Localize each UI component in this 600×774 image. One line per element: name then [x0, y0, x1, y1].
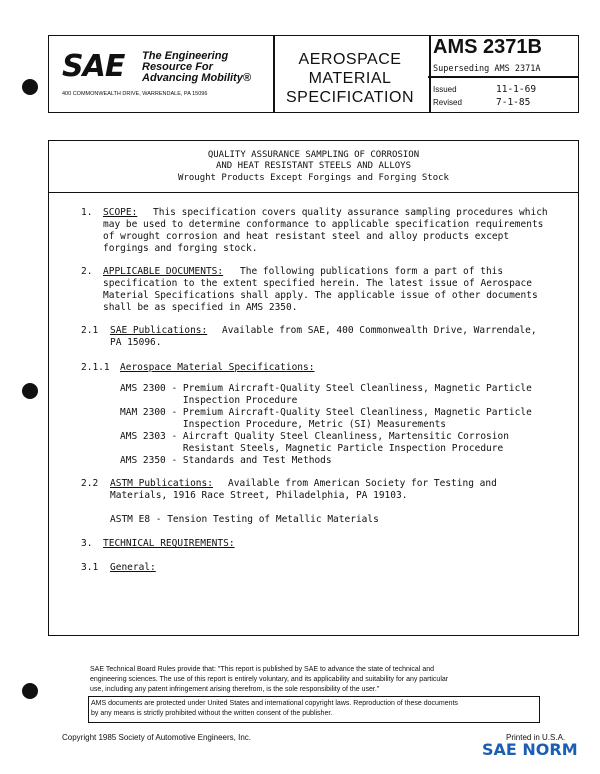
section-2-1-text: Available from SAE, 400 Commonwealth Drive, Warrendale,: [222, 325, 537, 336]
section-1-text: of wrought corrosion and heat resistant steel and alloy products except: [103, 231, 510, 242]
section-2-2-heading: ASTM Publications:: [110, 478, 213, 489]
ams-list-item: Resistant Steels, Magnetic Particle Inspection Procedure: [120, 443, 504, 454]
issued-value: 11-1-69: [496, 84, 537, 95]
section-1-text: This specification covers quality assurance sampling procedures which: [153, 207, 548, 218]
section-1-heading: SCOPE:: [103, 207, 138, 218]
copyright-notice-text: AMS documents are protected under United States and international copyright laws. Reproduction of these documents by any means is strictly prohibited without the written consent of the publisher.: [91, 700, 458, 717]
revised-value: 7-1-85: [496, 97, 531, 108]
section-2-1-heading: SAE Publications:: [110, 325, 208, 336]
ams-list-item: AMS 2300 - Premium Aircraft-Quality Steel Cleanliness, Magnetic Particle: [120, 383, 532, 394]
section-2-2-text: Available from American Society for Testing and: [228, 478, 497, 489]
footer-rules-text: SAE Technical Board Rules provide that: "This report is published by SAE to advance the state of technical and engineering sciences. The use of this report is entirely voluntary, and its applicability and suitability for any particular use, including any patent infringement arising therefrom, is the sole responsibility of the user.": [90, 666, 449, 693]
printed-in: Printed in U.S.A.: [506, 733, 566, 742]
section-3-heading: TECHNICAL REQUIREMENTS:: [103, 538, 235, 549]
section-2-text: Material Specifications shall apply. The applicable issue of other documents: [103, 290, 538, 301]
section-2-text: specification to the extent specified herein. The latest issue of Aerospace: [103, 278, 532, 289]
section-2-2-text: Materials, 1916 Race Street, Philadelphia, PA 19103.: [110, 490, 408, 501]
section-3-1-heading: General:: [110, 562, 156, 573]
doc-type-title: AEROSPACE MATERIAL SPECIFICATION: [286, 51, 414, 106]
sae-tagline: The Engineering Resource For Advancing Mobility®: [142, 50, 251, 84]
section-2-number: 2.: [81, 266, 93, 277]
ams-list-item: AMS 2303 - Aircraft Quality Steel Cleanliness, Martensitic Corrosion: [120, 431, 509, 442]
spec-title-line-1: QUALITY ASSURANCE SAMPLING OF CORROSION: [207, 150, 420, 160]
section-1-text: forgings and forging stock.: [103, 243, 258, 254]
section-2-text: shall be as specified in AMS 2350.: [103, 302, 298, 313]
section-2-1-text: PA 15096.: [110, 337, 162, 348]
revised-label: Revised: [433, 98, 462, 107]
section-2-1-number: 2.1: [81, 325, 99, 336]
section-2-1-1-heading: Aerospace Material Specifications:: [120, 362, 315, 373]
ams-list-item: Inspection Procedure, Metric (SI) Measurements: [120, 419, 447, 430]
section-1-number: 1.: [81, 207, 93, 218]
ams-list-item: MAM 2300 - Premium Aircraft-Quality Steel Cleanliness, Magnetic Particle: [120, 407, 532, 418]
section-2-2-number: 2.2: [81, 478, 99, 489]
binder-hole-1: [22, 79, 38, 95]
ams-list-item: AMS 2350 - Standards and Test Methods: [120, 455, 332, 466]
spec-subtitle: Wrought Products Except Forgings and Forging Stock: [178, 173, 449, 183]
binder-hole-3: [22, 683, 38, 699]
section-2-text: The following publications form a part of this: [240, 266, 504, 277]
section-1-text: may be used to determine conformance to applicable specification requirements: [103, 219, 544, 230]
ams-list-item: Inspection Procedure: [120, 395, 298, 406]
issued-label: Issued: [433, 85, 457, 94]
spec-title-line-2: AND HEAT RESISTANT STEELS AND ALLOYS: [215, 161, 412, 171]
section-3-number: 3.: [81, 538, 93, 549]
binder-hole-2: [22, 383, 38, 399]
section-2-1-1-number: 2.1.1: [81, 362, 110, 373]
ams-divider: [428, 76, 578, 78]
copyright-line: Copyright 1985 Society of Automotive Engineers, Inc.: [62, 733, 251, 742]
title-divider: [48, 192, 579, 193]
ams-number: AMS 2371B: [433, 36, 542, 58]
sae-norm-watermark: SAE NORM: [482, 740, 578, 759]
section-2-heading: APPLICABLE DOCUMENTS:: [103, 266, 224, 277]
sae-logo: SAE: [62, 49, 125, 84]
section-3-1-number: 3.1: [81, 562, 99, 573]
sae-address: 400 COMMONWEALTH DRIVE, WARRENDALE, PA 15096: [62, 91, 208, 97]
superseding: Superseding AMS 2371A: [433, 64, 541, 74]
astm-e8-reference: ASTM E8 - Tension Testing of Metallic Materials: [110, 514, 379, 525]
